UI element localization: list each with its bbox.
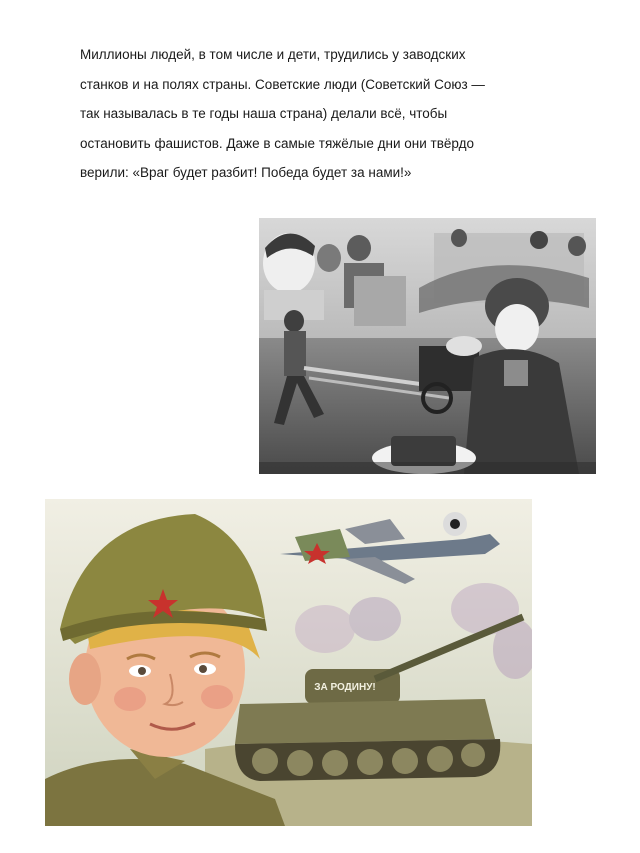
illustration-graphic — [45, 499, 532, 826]
paragraph-line-3: так называлась в те годы наша страна) делали всё, чтобы — [80, 106, 448, 121]
soldier-boy-tank-illustration — [45, 499, 532, 826]
wartime-photo-collage — [259, 218, 596, 474]
paragraph-line-5: верили: «Враг будет разбит! Победа будет за нами!» — [80, 165, 412, 180]
paragraph — [80, 40, 560, 188]
photo-collage-graphic — [259, 218, 596, 474]
paragraph-line-2: станков и на полях страны. Советские люди (Советский Союз — — [80, 76, 485, 92]
paragraph-line-4: остановить фашистов. Даже в самые тяжёлые дни они твёрдо — [80, 135, 474, 151]
paragraph-line-1: Миллионы людей, в том числе и дети, трудились у заводских — [80, 47, 466, 62]
tank-inscription: ЗА РОДИНУ! — [314, 682, 376, 693]
